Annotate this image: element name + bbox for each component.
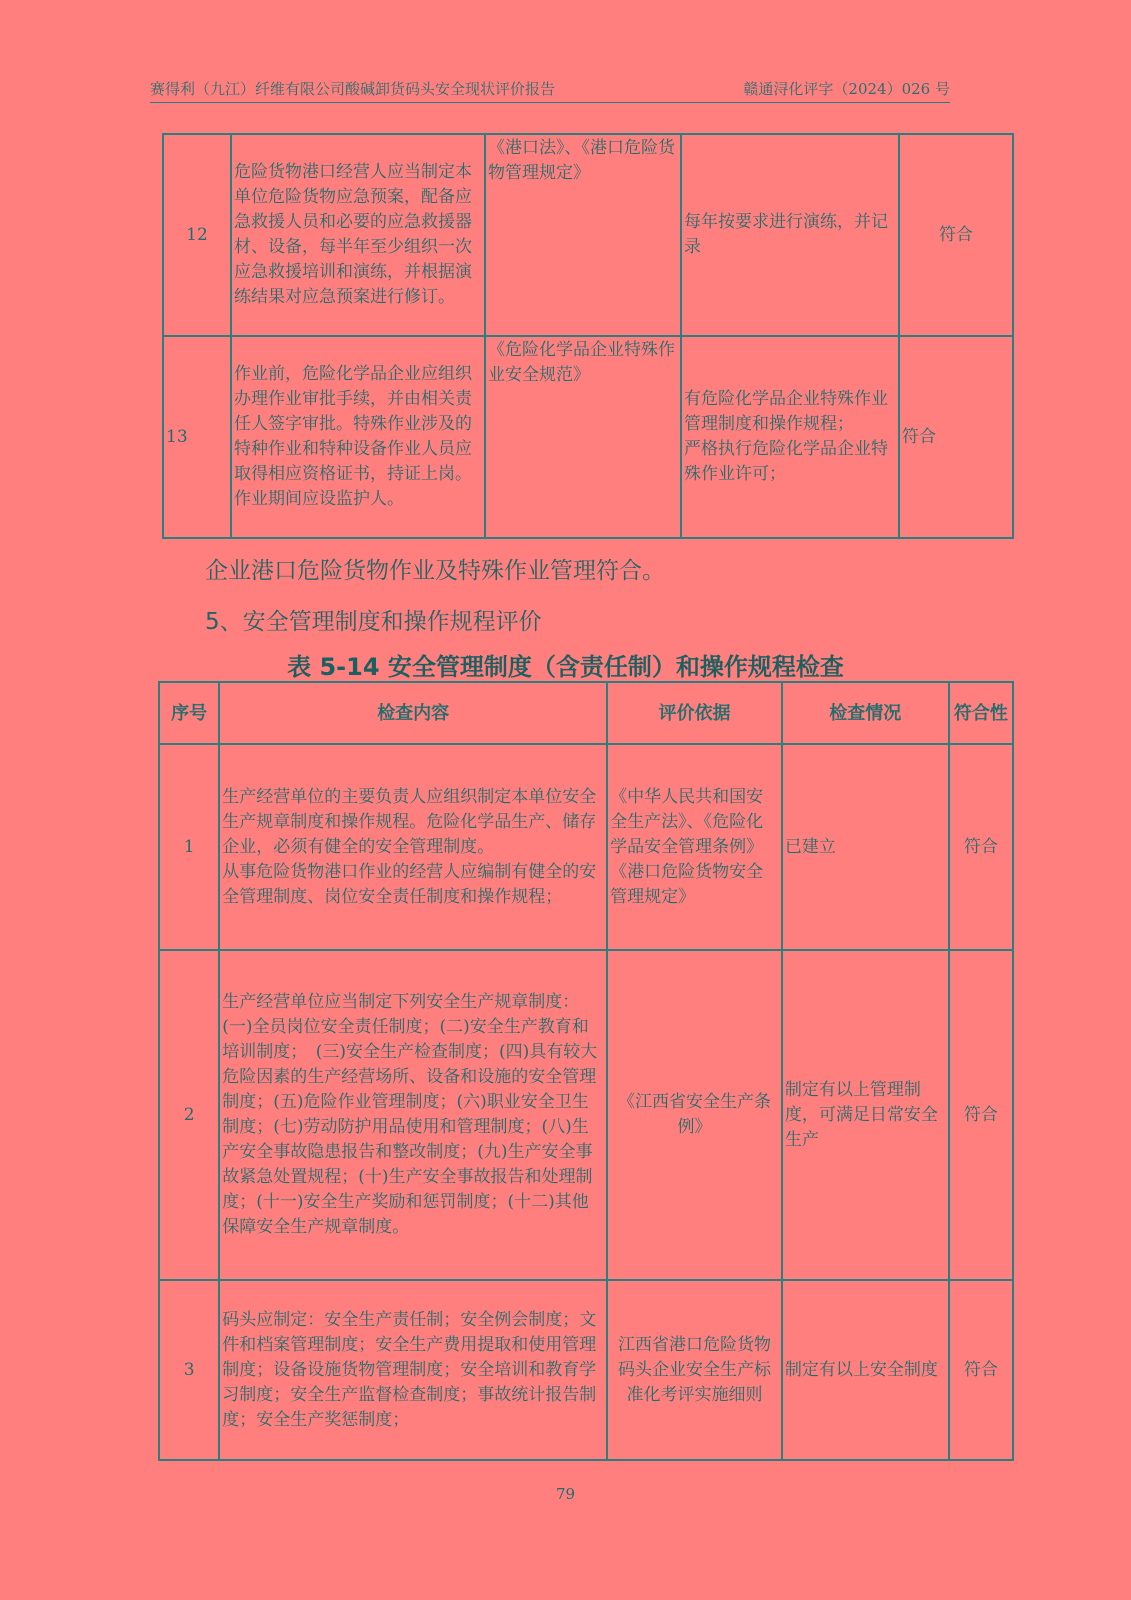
check-content: 作业前，危险化学品企业应组织办理作业审批手续，并由相关责任人签字审批。特殊作业涉及的特种作业和特种设备作业人员应取得相应资格证书，持证上岗。作业期间应设监护人。 [231,336,485,538]
header-compliance: 符合性 [949,682,1013,744]
check-content: 危险货物港口经营人应当制定本单位危险货物应急预案，配备应急救援人员和必要的应急救援器材、设备，每半年至少组织一次应急救援培训和演练，并根据演练结果对应急预案进行修订。 [231,134,485,336]
summary-paragraph: 企业港口危险货物作业及特殊作业管理符合。 [205,558,665,584]
evaluation-basis: 《港口法》、《港口危险货物管理规定》 [485,134,681,336]
header-left-title: 赛得利（九江）纤维有限公司酸碱卸货码头安全现状评价报告 [150,80,556,98]
check-content: 码头应制定：安全生产责任制；安全例会制度；文件和档案管理制度；安全生产费用提取和使用管理制度；设备设施货物管理制度；安全培训和教育学习制度；安全生产监督检查制度；事故统计报告制度；安全生产奖惩制度； [219,1280,607,1460]
compliance-result: 符合 [949,1280,1013,1460]
table-row [159,950,1013,1280]
header-status: 检查情况 [782,682,949,744]
row-number: 1 [159,744,219,950]
header-serial: 序号 [159,682,219,744]
compliance-result: 符合 [899,336,1013,538]
table-header-row [159,682,1013,744]
evaluation-basis: 江西省港口危险货物码头企业安全生产标准化考评实施细则 [607,1280,782,1460]
header-content: 检查内容 [219,682,607,744]
table-row [163,336,1013,538]
page-number: 79 [555,1485,576,1503]
row-number: 3 [159,1280,219,1460]
compliance-result: 符合 [949,744,1013,950]
compliance-result: 符合 [899,134,1013,336]
section-heading: 5、安全管理制度和操作规程评价 [205,609,542,635]
table-caption: 表 5-14 安全管理制度（含责任制）和操作规程检查 [287,653,844,681]
continued-check-table [162,133,1014,539]
check-status: 每年按要求进行演练，并记录 [681,134,899,336]
evaluation-basis: 《中华人民共和国安全生产法》、《危险化学品安全管理条例》《港口危险货物安全管理规定》 [607,744,782,950]
table-row [159,744,1013,950]
check-status: 制定有以上安全制度 [782,1280,949,1460]
evaluation-basis: 《江西省安全生产条例》 [607,950,782,1280]
compliance-result: 符合 [949,950,1013,1280]
header-report-number: 赣通浔化评字（2024）026 号 [743,80,950,98]
check-content: 生产经营单位的主要负责人应组织制定本单位安全生产规章制度和操作规程。危险化学品生产、储存企业，必须有健全的安全管理制度。 从事危险货物港口作业的经营人应编制有健全的安全管理制度、岗位安全责任制度和操作规程； [219,744,607,950]
check-status: 制定有以上管理制度，可满足日常安全生产 [782,950,949,1280]
management-system-check-table [158,681,1014,1461]
table-row [163,134,1013,336]
page-header [150,78,950,103]
row-number: 2 [159,950,219,1280]
header-basis: 评价依据 [607,682,782,744]
row-number: 12 [163,134,231,336]
check-status: 有危险化学品企业特殊作业管理制度和操作规程； 严格执行危险化学品企业特殊作业许可； [681,336,899,538]
row-number: 13 [163,336,231,538]
check-content: 生产经营单位应当制定下列安全生产规章制度：(一)全员岗位安全责任制度；(二)安全生产教育和培训制度； (三)安全生产检查制度；(四)具有较大危险因素的生产经营场所、设备和设施的安全管理制度；(五)危险作业管理制度；(六)职业安全卫生制度；(七)劳动防护用品使用和管理制度；(八)生产安全事故隐患报告和整改制度；(九)生产安全事故紧急处置规程；(十)生产安全事故报告和处理制度；(十一)安全生产奖励和惩罚制度；(十二)其他保障安全生产规章制度。 [219,950,607,1280]
table-row [159,1280,1013,1460]
check-status: 已建立 [782,744,949,950]
evaluation-basis: 《危险化学品企业特殊作业安全规范》 [485,336,681,538]
